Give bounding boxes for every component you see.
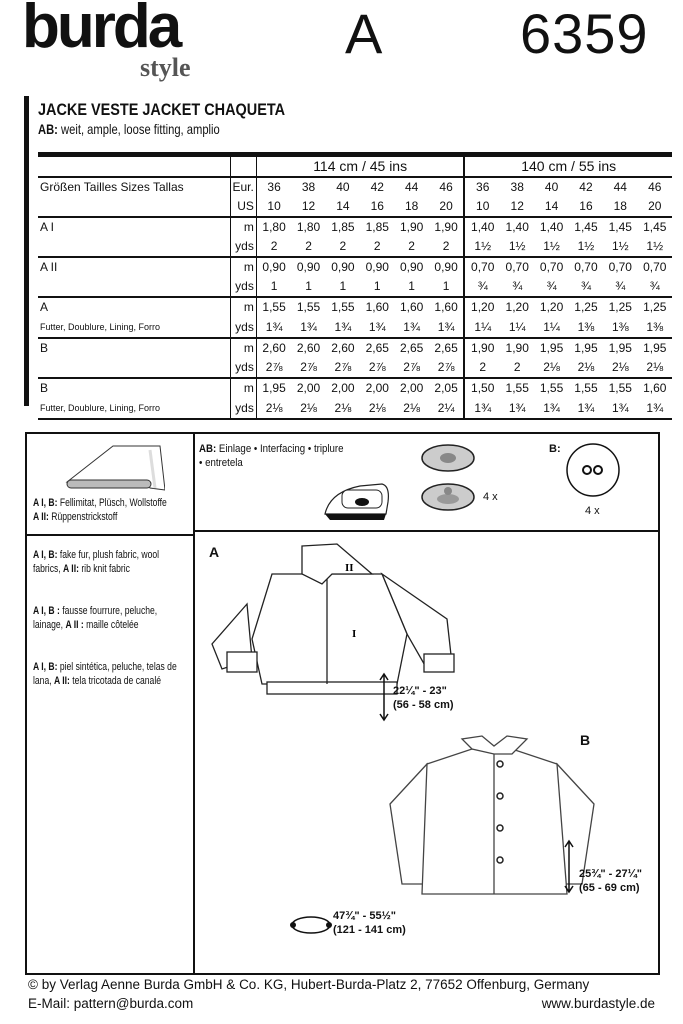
notions-panel	[195, 434, 658, 532]
value-m: 1,55	[569, 378, 603, 398]
size-eur: 42	[569, 177, 603, 197]
label: A II:	[53, 675, 70, 687]
width-measure-icon	[289, 912, 333, 938]
value-yds: 2¼	[429, 398, 465, 419]
table-row	[38, 177, 672, 197]
label: A I, B:	[33, 661, 58, 673]
text: fausse fourrure, peluche, lainage,	[33, 605, 158, 631]
fabric-width-header: 140 cm / 55 ins	[464, 155, 672, 178]
table-row	[38, 277, 672, 297]
unit-label: Eur.	[230, 177, 256, 197]
row-note	[38, 398, 230, 419]
value-m: 1,25	[569, 297, 603, 317]
size-us: 18	[613, 199, 627, 213]
text: Einlage • Interfacing • triplure • entretela	[199, 443, 344, 469]
value-yds: 1	[339, 279, 347, 293]
value-m: 1,90	[500, 338, 534, 358]
fabric-icon	[55, 440, 165, 496]
view-b-width-in: 47¾" - 55½"	[333, 910, 397, 922]
value-yds: 1½	[474, 239, 492, 253]
interfacing-text	[199, 442, 344, 470]
unit-label: yds	[230, 358, 256, 378]
value-m: 2,00	[326, 378, 360, 398]
value-m: 1,95	[569, 338, 603, 358]
value-m: 1,95	[534, 338, 568, 358]
value-m: 0,90	[394, 257, 428, 277]
value-m: 1,40	[464, 217, 500, 237]
value-yds: 1¾	[464, 398, 500, 419]
row-label: A I	[38, 217, 230, 237]
unit-label: US	[230, 197, 256, 217]
fabric-text-es	[33, 660, 189, 688]
size-us: 14	[544, 199, 559, 213]
size-us: 16	[370, 199, 384, 213]
value-yds: 1¼	[508, 319, 526, 334]
jacket-a-drawing	[202, 534, 492, 724]
value-yds: 2⅞	[429, 358, 465, 378]
size-us: 20	[648, 199, 662, 213]
value-yds: 2⅞	[403, 360, 420, 374]
size-us: 10	[476, 199, 490, 213]
value-yds: 1	[373, 279, 381, 293]
view-b-length-cm: (65 - 69 cm)	[579, 882, 640, 894]
divider	[24, 96, 29, 406]
size-eur: 40	[534, 177, 568, 197]
table-row	[38, 358, 672, 378]
value-m: 2,60	[256, 338, 291, 358]
size-eur: 36	[256, 177, 291, 197]
value-yds: 2⅛	[543, 360, 560, 374]
table-row	[38, 257, 672, 277]
value-yds: ¾	[649, 279, 660, 293]
size-eur: 44	[394, 177, 428, 197]
fabric-column	[27, 434, 195, 973]
value-yds: 1	[408, 279, 415, 293]
value-yds: 2⅛	[326, 398, 360, 419]
value-m: 0,70	[534, 257, 568, 277]
label: A I, B:	[33, 549, 58, 561]
value-yds: 1⅜	[577, 319, 595, 334]
view-letter: A	[345, 2, 383, 65]
value-m: 0,90	[360, 257, 394, 277]
value-yds: 2⅛	[256, 398, 291, 419]
fabric-width-header: 114 cm / 45 ins	[256, 155, 464, 178]
table-row	[38, 237, 672, 257]
unit-label: m	[230, 338, 256, 358]
website-link[interactable]: www.burdastyle.de	[541, 996, 655, 1011]
value-m: 1,60	[429, 297, 465, 317]
table-row	[38, 217, 672, 237]
value-yds: 2	[408, 239, 415, 253]
value-m: 1,60	[394, 297, 428, 317]
value-yds: 2⅛	[291, 398, 325, 419]
size-eur: 42	[360, 177, 394, 197]
table-row	[38, 378, 672, 398]
fabric-text-en	[33, 548, 189, 576]
value-yds: ¾	[546, 279, 557, 293]
row-label: B	[38, 378, 230, 398]
copyright-text: © by Verlag Aenne Burda GmbH & Co. KG, Hubert-Burda-Platz 2, 77652 Offenburg, Germany	[28, 977, 590, 992]
value-m: 1,60	[637, 378, 672, 398]
unit-label: m	[230, 217, 256, 237]
size-us: 10	[267, 199, 281, 213]
view-a-length-cm: (56 - 58 cm)	[393, 699, 454, 711]
value-yds: 1⅜	[646, 319, 664, 334]
value-yds: 1½	[508, 239, 526, 253]
value-yds: 2	[339, 239, 347, 253]
value-m: 0,90	[291, 257, 325, 277]
value-yds: 1¾	[569, 398, 603, 419]
label: A I, B :	[33, 605, 60, 617]
value-yds: 2⅞	[334, 360, 352, 374]
text: piel sintética, peluche, telas de lana,	[33, 661, 177, 687]
size-eur: 46	[429, 177, 465, 197]
buttons-label: B:	[549, 443, 561, 455]
value-m: 1,55	[291, 297, 325, 317]
value-m: 2,65	[429, 338, 465, 358]
table-row	[38, 155, 672, 178]
value-m: 1,55	[603, 378, 637, 398]
value-m: 1,25	[603, 297, 637, 317]
value-m: 2,60	[291, 338, 325, 358]
unit-label: m	[230, 378, 256, 398]
value-m: 1,45	[569, 217, 603, 237]
row-label: A II	[38, 257, 230, 277]
value-yds: 2	[270, 239, 278, 253]
table-row	[38, 398, 672, 419]
size-us: 20	[429, 197, 465, 217]
value-yds: 1½	[646, 239, 664, 253]
size-us: 16	[579, 199, 593, 213]
value-m: 1,45	[603, 217, 637, 237]
value-m: 1,90	[464, 338, 500, 358]
value-yds: 1⅜	[611, 319, 629, 334]
label: AB:	[199, 443, 217, 455]
value-yds: ¾	[580, 279, 591, 293]
page-title: JACKE VESTE JACKET CHAQUETA	[38, 100, 286, 119]
value-yds: ¾	[512, 279, 523, 293]
value-yds: ¾	[615, 279, 626, 293]
unit-label: yds	[230, 398, 256, 419]
row-label: B	[38, 338, 230, 358]
notions-section	[25, 432, 660, 975]
fabric-text-de	[33, 496, 189, 524]
value-yds: 1¾	[534, 398, 568, 419]
table-row	[38, 338, 672, 358]
value-m: 1,60	[360, 297, 394, 317]
value-yds: 1	[305, 279, 312, 293]
lining-note: Futter, Doublure, Lining, Forro	[40, 322, 161, 332]
unit-label: m	[230, 297, 256, 317]
size-eur: 40	[326, 177, 360, 197]
value-m: 1,25	[637, 297, 672, 317]
value-m: 2,60	[326, 338, 360, 358]
value-m: 2,00	[291, 378, 325, 398]
row-note	[38, 277, 230, 297]
table-row	[38, 197, 672, 217]
sizes-label: Größen Tailles Sizes Tallas	[38, 177, 230, 197]
size-eur: 38	[291, 177, 325, 197]
value-m: 1,40	[534, 217, 568, 237]
view-b-label: B	[580, 732, 591, 748]
label: A II :	[65, 619, 84, 631]
row-label	[38, 197, 230, 217]
value-m: 1,55	[256, 297, 291, 317]
unit-label: m	[230, 257, 256, 277]
value-yds: 1	[429, 277, 465, 297]
label: A II:	[63, 563, 79, 575]
value-yds: 2	[479, 360, 487, 374]
value-yds: 2⅛	[611, 360, 629, 374]
unit-label: yds	[230, 237, 256, 257]
value-m: 0,90	[429, 257, 465, 277]
value-m: 1,55	[326, 297, 360, 317]
value-m: 1,90	[394, 217, 428, 237]
subtitle-text: weit, ample, loose fitting, amplio	[57, 121, 220, 137]
value-m: 1,20	[534, 297, 568, 317]
value-yds: 2⅛	[646, 360, 664, 374]
value-yds: 2⅛	[577, 360, 595, 374]
pattern-number: 6359	[520, 2, 649, 65]
size-us: 18	[404, 199, 419, 213]
value-yds: 2⅛	[394, 398, 428, 419]
value-m: 1,40	[500, 217, 534, 237]
part-ii-label: II	[345, 562, 354, 574]
text: rib knit fabric	[78, 563, 130, 575]
value-yds: 2⅛	[360, 398, 394, 419]
value-yds: 2	[305, 239, 312, 253]
value-m: 1,20	[464, 297, 500, 317]
view-a-label: A	[209, 544, 220, 560]
value-m: 0,70	[637, 257, 672, 277]
size-eur: 38	[500, 177, 534, 197]
value-m: 2,00	[360, 378, 394, 398]
value-m: 0,90	[326, 257, 360, 277]
value-yds: 1¾	[368, 319, 386, 334]
value-m: 1,55	[534, 378, 568, 398]
value-yds: 1¾	[403, 319, 420, 334]
value-m: 1,85	[326, 217, 360, 237]
value-yds: 1¾	[500, 398, 534, 419]
row-note	[38, 358, 230, 378]
value-m: 0,70	[603, 257, 637, 277]
value-m: 1,90	[429, 217, 465, 237]
size-eur: 36	[464, 177, 500, 197]
value-yds: 2	[429, 237, 465, 257]
iron-icon	[320, 474, 395, 524]
value-m: 2,05	[429, 378, 465, 398]
value-m: 2,65	[360, 338, 394, 358]
value-yds: 1¾	[429, 317, 465, 338]
row-label: A	[38, 297, 230, 317]
value-yds: 1½	[577, 239, 595, 253]
table-row	[38, 317, 672, 338]
text: Fellimitat, Plüsch, Wollstoffe	[57, 497, 167, 509]
divider	[27, 534, 193, 536]
value-yds: 1½	[543, 239, 560, 253]
text: Rüppenstrickstoff	[48, 511, 118, 523]
text: tela tricotada de canalé	[69, 675, 162, 687]
value-yds: 1½	[611, 239, 629, 253]
value-m: 2,65	[394, 338, 428, 358]
value-m: 0,70	[569, 257, 603, 277]
row-note	[38, 317, 230, 338]
value-yds: 1¾	[637, 398, 672, 419]
value-m: 0,70	[500, 257, 534, 277]
label: A I, B:	[33, 497, 58, 509]
view-a-length-in: 22¼" - 23"	[393, 685, 447, 697]
value-yds: ¾	[477, 279, 488, 293]
lining-note: Futter, Doublure, Lining, Forro	[40, 403, 161, 413]
length-arrow-icon	[564, 839, 574, 894]
size-us: 12	[301, 199, 316, 213]
text: fake fur, plush fabric, wool fabrics,	[33, 549, 160, 575]
value-yds: 1¾	[265, 319, 283, 334]
value-m: 1,85	[360, 217, 394, 237]
value-yds: 2	[373, 239, 381, 253]
brand-logo: burda	[22, 0, 180, 61]
value-yds: 2⅞	[300, 360, 317, 374]
size-us: 12	[510, 199, 524, 213]
view-b-length-in: 25¾" - 27¼"	[579, 868, 643, 880]
length-arrow-icon	[379, 672, 389, 722]
value-yds: 2⅞	[368, 360, 386, 374]
buttons-quantity: 4 x	[585, 505, 600, 517]
value-yds: 2⅞	[265, 360, 283, 374]
value-m: 1,50	[464, 378, 500, 398]
value-yds: 1	[270, 279, 278, 293]
brand-logo-sub: style	[140, 53, 191, 82]
value-m: 1,95	[637, 338, 672, 358]
header-blank	[38, 155, 230, 178]
subtitle-prefix: AB:	[38, 121, 58, 137]
value-m: 1,45	[637, 217, 672, 237]
button-icon	[565, 442, 621, 498]
value-yds: 1¾	[334, 319, 352, 334]
text: maille côtelée	[83, 619, 139, 631]
value-m: 1,80	[256, 217, 291, 237]
value-m: 2,00	[394, 378, 428, 398]
part-i-label: I	[352, 628, 357, 640]
size-eur: 44	[603, 177, 637, 197]
unit-label: yds	[230, 317, 256, 338]
label: A II:	[33, 511, 49, 523]
value-yds: 2	[513, 360, 521, 374]
unit-label: yds	[230, 277, 256, 297]
email-text: E-Mail: pattern@burda.com	[28, 996, 194, 1011]
page-subtitle	[38, 121, 220, 138]
view-b-width-cm: (121 - 141 cm)	[333, 924, 406, 936]
table-row	[38, 297, 672, 317]
value-m: 0,90	[256, 257, 291, 277]
value-m: 1,95	[603, 338, 637, 358]
value-yds: 1¾	[300, 319, 317, 334]
value-m: 1,80	[291, 217, 325, 237]
size-eur: 46	[637, 177, 672, 197]
row-note	[38, 237, 230, 257]
snap-fastener-icon	[420, 442, 480, 520]
value-yds: 1¼	[543, 319, 560, 334]
value-m: 0,70	[464, 257, 500, 277]
value-yds: 1¾	[603, 398, 637, 419]
value-m: 1,20	[500, 297, 534, 317]
value-m: 1,95	[256, 378, 291, 398]
value-m: 1,55	[500, 378, 534, 398]
header-blank	[230, 155, 256, 178]
size-us: 14	[336, 199, 350, 213]
value-yds: 1¼	[474, 319, 492, 334]
yardage-table	[38, 152, 672, 420]
fabric-text-fr	[33, 604, 189, 632]
snaps-quantity: 4 x	[483, 491, 498, 503]
